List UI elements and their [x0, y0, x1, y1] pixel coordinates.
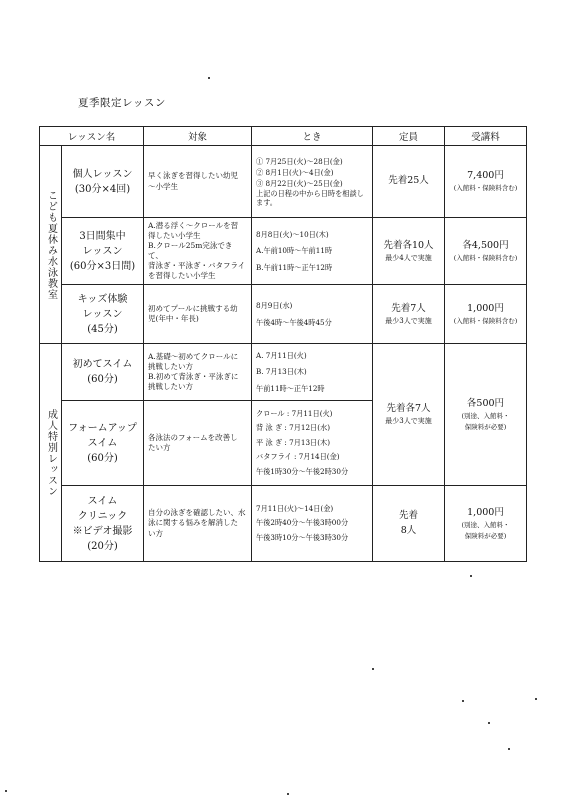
- lesson-name-line: クリニック: [77, 510, 128, 522]
- lesson-time: [252, 486, 373, 562]
- lesson-target: [144, 401, 252, 486]
- fee-note: (別途、入館料・: [461, 521, 510, 530]
- adult-capacity: [373, 344, 445, 486]
- lesson-name-line: スイム: [87, 437, 118, 449]
- time-line: 平 泳 ぎ : 7月13日(木): [256, 437, 331, 447]
- time-line: 午後1時30分～午後2時30分: [256, 466, 349, 476]
- time-line: 8月9日(水): [256, 301, 293, 311]
- category-label: 成人特別レッスン: [45, 408, 57, 497]
- lesson-target: [144, 486, 252, 562]
- fee-note: (入館料・保険料含む): [453, 253, 518, 262]
- target-line: 自分の泳ぎを確認したい、水: [148, 508, 246, 518]
- lesson-name-line: フォームアップ: [68, 422, 137, 434]
- time-line: 背 泳 ぎ : 7月12日(水): [256, 423, 331, 433]
- capacity-note: 最少4人で実施: [385, 253, 432, 262]
- adult-fee: [445, 344, 527, 486]
- capacity-line: 先着: [398, 510, 418, 522]
- lesson-fee: [445, 285, 527, 344]
- target-line: ～小学生: [148, 181, 178, 191]
- lesson-duration: (60分): [87, 452, 118, 464]
- lesson-duration: (45分): [87, 323, 118, 335]
- lesson-table: [39, 126, 527, 562]
- lesson-name-line: レッスン: [82, 245, 123, 257]
- table-row: [40, 285, 527, 344]
- scan-speck: [372, 668, 374, 670]
- lesson-duration: (20分): [87, 540, 118, 552]
- page-title: 夏季限定レッスン: [78, 97, 166, 109]
- time-line: ③ 8月22日(火)～25日(金): [256, 179, 343, 189]
- category-kids: [40, 146, 62, 344]
- lesson-time: [252, 401, 373, 486]
- time-line: A.午前10時～午前11時: [256, 246, 333, 256]
- lesson-time: [252, 285, 373, 344]
- lesson-capacity: [373, 146, 445, 218]
- lesson-fee: [445, 486, 527, 562]
- lesson-time: [252, 344, 373, 401]
- lesson-name: [62, 344, 144, 401]
- header-target: 対象: [144, 127, 252, 146]
- target-line: B.クロール25m完泳できて、: [148, 240, 233, 260]
- lesson-name-line: レッスン: [82, 308, 123, 320]
- category-label: こども夏休み水泳教室: [45, 189, 57, 300]
- lesson-capacity: [373, 486, 445, 562]
- table-row: [40, 218, 527, 285]
- target-line: 挑戦したい方: [148, 361, 193, 371]
- lesson-name: [62, 285, 144, 344]
- table-row: [40, 486, 527, 562]
- lesson-capacity: [373, 285, 445, 344]
- target-line: 挑戦したい方: [148, 382, 193, 392]
- scan-speck: [5, 790, 7, 792]
- fee-note: 保険料が必要): [464, 531, 507, 540]
- time-line: 午後2時40分～午後3時00分: [256, 518, 349, 528]
- time-line: ます。: [256, 198, 277, 208]
- lesson-duration: (30分×4回): [74, 183, 131, 195]
- header-fee: 受講料: [445, 127, 527, 146]
- lesson-capacity: [373, 218, 445, 285]
- capacity-line: 先着25人: [388, 175, 429, 187]
- lesson-target: [144, 146, 252, 218]
- fee-amount: 1,000円: [467, 506, 504, 518]
- target-line: 初めてプールに挑戦する幼: [148, 303, 238, 313]
- time-line: クロール : 7月11日(火): [256, 408, 333, 418]
- target-line: たい方: [148, 443, 171, 452]
- scan-speck: [208, 77, 210, 79]
- lesson-name-line: 個人レッスン: [72, 168, 133, 180]
- capacity-line: 先着各10人: [383, 239, 434, 251]
- time-line: A. 7月11日(火): [256, 351, 307, 361]
- scan-speck: [462, 700, 464, 702]
- scan-speck: [287, 793, 289, 795]
- capacity-note: 最少3人で実施: [385, 316, 432, 325]
- fee-amount: 1,000円: [467, 302, 504, 314]
- lesson-duration: (60分×3日間): [69, 260, 136, 272]
- time-line: B.午前11時～正午12時: [256, 262, 333, 272]
- scan-speck: [508, 748, 510, 750]
- capacity-line: 先着7人: [391, 302, 426, 314]
- time-line: 午前11時～正午12時: [256, 383, 325, 393]
- lesson-time: [252, 146, 373, 218]
- header-capacity: 定員: [373, 127, 445, 146]
- table-row: [40, 344, 527, 401]
- fee-note: (別途、入館料・: [461, 412, 510, 421]
- time-line: 上記の日程の中から日時を相談し: [256, 189, 364, 199]
- table-row: [40, 146, 527, 218]
- lesson-fee: [445, 146, 527, 218]
- time-line: B. 7月13日(木): [256, 367, 307, 377]
- lesson-target: [144, 344, 252, 401]
- lesson-name-line: ※ビデオ撮影: [72, 525, 133, 537]
- scan-speck: [535, 698, 537, 700]
- target-line: 各泳法のフォームを改善し: [148, 432, 238, 442]
- fee-amount: 各500円: [466, 397, 505, 409]
- scan-speck: [488, 722, 490, 724]
- fee-note: (入館料・保険料含む): [453, 184, 518, 193]
- target-line: A.基礎～初めてクロールに: [148, 351, 239, 361]
- lesson-fee: [445, 218, 527, 285]
- capacity-line: 8人: [400, 524, 417, 536]
- target-line: 泳に関する悩みを解消した: [148, 518, 238, 528]
- fee-amount: 各4,500円: [462, 239, 509, 251]
- time-line: 8月8日(火)～10日(木): [256, 230, 329, 240]
- lesson-name-line: 3日間集中: [79, 230, 126, 242]
- lesson-name-line: 初めてスイム: [72, 359, 133, 370]
- target-line: 児(年中・年長): [148, 314, 199, 323]
- category-adult: [40, 344, 62, 562]
- time-line: 午後3時10分～午後3時30分: [256, 532, 349, 542]
- lesson-name: [62, 218, 144, 285]
- lesson-name-line: キッズ体験: [77, 293, 128, 305]
- fee-amount: 7,400円: [467, 170, 504, 182]
- time-line: バタフライ : 7月14日(金): [256, 452, 340, 462]
- header-lesson-name: レッスン名: [40, 127, 144, 146]
- fee-note: 保険料が必要): [464, 422, 507, 431]
- target-line: い方: [148, 528, 163, 538]
- lesson-name: [62, 146, 144, 218]
- time-line: 午後4時～午後4時45分: [256, 317, 332, 327]
- target-line: B.初めて背泳ぎ・平泳ぎに: [148, 372, 239, 381]
- lesson-name: [62, 486, 144, 562]
- lesson-name-line: スイム: [87, 495, 118, 507]
- target-line: A.潜る浮く～クロールを習: [148, 220, 239, 230]
- table-header-row: [40, 127, 527, 146]
- capacity-line: 先着各7人: [386, 403, 431, 415]
- lesson-duration: (60分): [87, 374, 118, 385]
- scan-speck: [470, 575, 472, 577]
- fee-note: (入館料・保険料含む): [453, 316, 518, 325]
- time-line: 7月11日(火)～14日(金): [256, 503, 334, 513]
- target-line: 背泳ぎ・平泳ぎ・バタフライ: [148, 261, 246, 271]
- target-line: 得したい小学生: [148, 230, 201, 240]
- lesson-target: [144, 285, 252, 344]
- lesson-time: [252, 218, 373, 285]
- time-line: ② 8月1日(火)～4日(金): [256, 167, 334, 177]
- capacity-note: 最少3人で実施: [385, 417, 432, 426]
- target-line: を習得したい小学生: [148, 271, 216, 281]
- header-time: とき: [252, 127, 373, 146]
- lesson-name: [62, 401, 144, 486]
- target-line: 早く泳ぎを習得したい幼児: [148, 171, 238, 181]
- time-line: ① 7月25日(火)～28日(金): [256, 156, 343, 166]
- lesson-target: [144, 218, 252, 285]
